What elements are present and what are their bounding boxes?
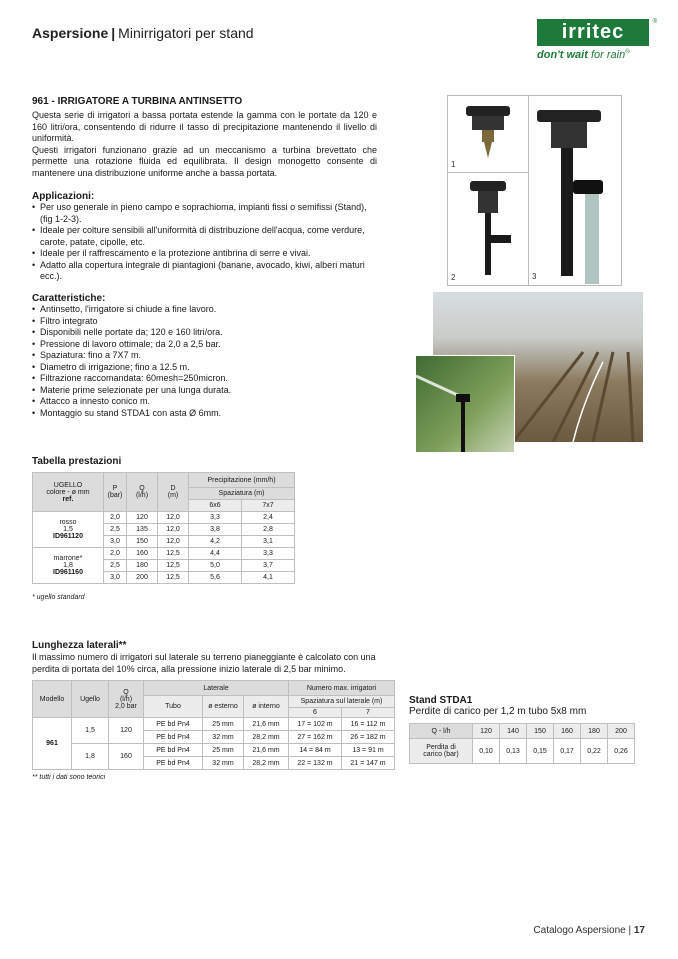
q-label-cell: Q - l/h: [410, 724, 473, 739]
cell: 25 mm: [203, 718, 244, 731]
features-list: [32, 304, 377, 419]
table-row: [410, 724, 635, 739]
header-flow: [109, 681, 144, 718]
cell: 2,5: [104, 524, 127, 536]
tagline-registered-mark: ®: [625, 49, 630, 56]
product-title: 961 - IRRIGATORE A TURBINA ANTINSETTO: [32, 96, 243, 107]
table-row: [33, 718, 395, 731]
nozzle-cell: 1,8: [72, 744, 109, 770]
irritec-logo: [537, 19, 657, 46]
table-row: [33, 512, 295, 524]
cell: 4,2: [189, 536, 242, 548]
nozzle-cell: [33, 512, 104, 548]
page-number: 17: [633, 925, 645, 936]
list-item: • Adatto alla copertura integrale di piantagioni (banane, avocado, kiwi, alberi maturi ecc.).: [32, 260, 377, 283]
cell: PE bd Pn4: [144, 718, 203, 731]
cell: 16 = 112 m: [342, 718, 395, 731]
cell: 180: [127, 560, 158, 572]
header-text: 2,0 bar: [115, 702, 137, 710]
cell: 2,0: [104, 548, 127, 560]
nozzle-cell: 1,5: [72, 718, 109, 744]
tagline-rest: for rain: [590, 49, 626, 61]
cell: 21,6 mm: [244, 718, 289, 731]
cell: 200: [608, 724, 635, 739]
header-modello: Modello: [33, 681, 72, 718]
performance-table-note: * ugello standard: [32, 594, 85, 601]
list-item: • Per uso generale in pieno campo e soprachioma, impianti fissi o semifissi (Stand), (fig 1-2-3).: [32, 202, 377, 225]
list-item: • Antinsetto, l'irrigatore si chiude a fine lavoro.: [32, 304, 377, 316]
loss-label-cell: [410, 739, 473, 764]
header-6x6: 6x6: [189, 500, 242, 512]
list-item: • Materie prime selezionate per una lunga durata.: [32, 385, 377, 397]
list-item: • Pressione di lavoro ottimale; da 2,0 a 2,5 bar.: [32, 339, 377, 351]
figure-3-sprinkler-stake: [528, 95, 622, 286]
cell: 150: [127, 536, 158, 548]
cell: 0,17: [554, 739, 581, 764]
header-7x7: 7x7: [242, 500, 295, 512]
header-spacing: Spaziatura sul laterale (m): [289, 696, 395, 708]
header-text: (l/h): [135, 492, 149, 499]
cell: 3,8: [189, 524, 242, 536]
list-item: • Filtro integrato: [32, 316, 377, 328]
cell: 28,2 mm: [244, 757, 289, 770]
header-text: Q: [123, 688, 129, 696]
list-item: • Ideale per il raffrescamento e la protezione antibrina di serre e vivai.: [32, 248, 377, 260]
cell: 150: [527, 724, 554, 739]
cell: PE bd Pn4: [144, 744, 203, 757]
cell: 3,1: [242, 536, 295, 548]
header-text: (l/h): [119, 695, 133, 703]
header-text: (bar): [107, 492, 123, 499]
cell: 0,13: [500, 739, 527, 764]
figure-number: 1: [451, 160, 456, 169]
nozzle-color: rosso: [59, 519, 77, 526]
product-intro: [32, 110, 377, 179]
list-item: • Filtrazione raccomandata: 60mesh=250micron.: [32, 373, 377, 385]
section-title: Aspersione: [32, 25, 109, 41]
sprinkler-stake-image: [529, 96, 621, 285]
cell: 3,0: [104, 536, 127, 548]
cell: 14 = 84 m: [289, 744, 342, 757]
nozzle-color: marrone*: [53, 555, 83, 562]
nozzle-mm: 1,5: [63, 526, 73, 533]
table-row: [33, 548, 295, 560]
cell: 0,15: [527, 739, 554, 764]
list-item: • Attacco a innesto conico m.: [32, 396, 377, 408]
cell: 3,0: [104, 572, 127, 584]
header-flow: [127, 473, 158, 512]
logo-registered-mark: ®: [652, 19, 657, 25]
stand-loss-table: [409, 723, 635, 764]
cell: 12,0: [158, 512, 189, 524]
cell: 0,10: [473, 739, 500, 764]
logo-text: irritec: [561, 21, 625, 43]
cell: 140: [500, 724, 527, 739]
header-text: colore - ø mm: [46, 488, 90, 496]
cell: 28,2 mm: [244, 731, 289, 744]
flow-cell: 120: [109, 718, 144, 744]
performance-table: [32, 472, 295, 584]
table-row: [33, 744, 395, 757]
header-precipitation: Precipitazione (mm/h): [189, 473, 295, 488]
header-spacing-7: 7: [342, 708, 395, 718]
header-tubo: Tubo: [144, 696, 203, 718]
spray-image: [416, 356, 514, 452]
cell: 32 mm: [203, 757, 244, 770]
list-item: • Disponibili nelle portate da; 120 e 160 litri/ora.: [32, 327, 377, 339]
label-text: Perdita di: [426, 744, 456, 751]
header-pressure: [104, 473, 127, 512]
stand-title: Stand STDA1: [409, 695, 473, 706]
lateral-description: Il massimo numero di irrigatori sul laterale su terreno pianeggiante è calcolato con una perdita di portata del 10% circa, alla pressione inizio laterale di 2,5 bar minimo.: [32, 652, 376, 674]
flow-cell: 160: [109, 744, 144, 770]
header-ugello: Ugello: [72, 681, 109, 718]
header-num-sprinklers: Numero max. irrigatori: [289, 681, 395, 696]
subsection-title: Minirrigatori per stand: [118, 25, 254, 41]
cell: 12,5: [158, 572, 189, 584]
header-laterale: Laterale: [144, 681, 289, 696]
tagline-bold: don't wait: [537, 49, 588, 61]
cell: 13 = 91 m: [342, 744, 395, 757]
performance-table-title: Tabella prestazioni: [32, 456, 122, 467]
table-row: [410, 739, 635, 764]
applications-list: [32, 202, 377, 283]
header-diameter: [158, 473, 189, 512]
header-text: (m): [167, 492, 179, 499]
list-item: • Ideale per colture sensibili all'uniformità di distribuzione dell'acqua, come verdure, carote, patate, cipolle, etc.: [32, 225, 377, 248]
list-item: • Montaggio su stand STDA1 con asta Ø 6mm.: [32, 408, 377, 420]
page-footer: [533, 925, 645, 936]
cell: 32 mm: [203, 731, 244, 744]
model-cell: 961: [33, 718, 72, 770]
header-inner-diameter: ø interno: [244, 696, 289, 718]
cell: 2,4: [242, 512, 295, 524]
cell: 2,0: [104, 512, 127, 524]
nozzle-ref: ID961160: [53, 569, 83, 576]
cell: 3,7: [242, 560, 295, 572]
cell: 22 = 132 m: [289, 757, 342, 770]
applications-heading: Applicazioni:: [32, 191, 95, 202]
header-outer-diameter: ø esterno: [203, 696, 244, 718]
sprinkler-stand-image: [448, 173, 528, 285]
cell: PE bd Pn4: [144, 731, 203, 744]
footer-catalog-name: Catalogo Aspersione: [533, 925, 626, 936]
figure-2-sprinkler-stand: [447, 172, 529, 286]
intro-paragraph: Questa serie di irrigatori a bassa portata estende la gamma con le portate da 120 e 160 litri/ora, consentendo di ridurre il tasso di precipitazione mantenendo il livello di uniformità.: [32, 110, 377, 143]
header-text: UGELLO: [53, 481, 83, 489]
intro-paragraph: Questi irrigatori funzionano grazie ad un meccanismo a turbina brevettato che permette una rotazione fluida ed equilibrata. Il design monogetto consente di mantenere una distribuzione uniforme anche a bassa portata.: [32, 144, 377, 178]
cell: 135: [127, 524, 158, 536]
brand-tagline: [537, 49, 630, 61]
footer-separator: |: [628, 925, 632, 936]
figure-number: 3: [532, 272, 537, 281]
list-item: • Spaziatura: fino a 7X7 m.: [32, 350, 377, 362]
header-text: D: [170, 485, 176, 492]
cell: 3,3: [242, 548, 295, 560]
cell: 200: [127, 572, 158, 584]
cell: 12,5: [158, 548, 189, 560]
cell: 12,5: [158, 560, 189, 572]
sprinkler-spray-inset-photo: [415, 355, 515, 453]
header-text: P: [112, 485, 118, 492]
cell: 160: [554, 724, 581, 739]
label-text: carico (bar): [423, 751, 459, 758]
features-heading: Caratteristiche:: [32, 293, 106, 304]
cell: 180: [581, 724, 608, 739]
nozzle-ref: ID961120: [53, 533, 83, 540]
cell: 4,1: [242, 572, 295, 584]
cell: 3,3: [189, 512, 242, 524]
list-item: • Diametro di irrigazione; fino a 12.5 m.: [32, 362, 377, 374]
nozzle-mm: 1,8: [63, 562, 73, 569]
nozzle-cell: [33, 548, 104, 584]
header-text: Q: [139, 485, 145, 492]
cell: 27 = 162 m: [289, 731, 342, 744]
figure-number: 2: [451, 273, 456, 282]
cell: 2,5: [104, 560, 127, 572]
cell: 12,0: [158, 536, 189, 548]
stand-description: Perdite di carico per 1,2 m tubo 5x8 mm: [409, 706, 587, 717]
applications-section: [32, 191, 377, 283]
header-separator: |: [111, 25, 116, 41]
features-section: [32, 293, 377, 419]
cell: 25 mm: [203, 744, 244, 757]
page-header: [32, 25, 254, 41]
cell: 160: [127, 548, 158, 560]
cell: 21 = 147 m: [342, 757, 395, 770]
figure-1-sprinkler: [447, 95, 529, 173]
header-text: ref.: [62, 495, 74, 503]
header-ugello: [33, 473, 104, 512]
lateral-table-note: ** tutti i dati sono teorici: [32, 774, 106, 781]
header-spacing: Spaziatura (m): [189, 488, 295, 500]
header-spacing-6: 6: [289, 708, 342, 718]
cell: 120: [127, 512, 158, 524]
cell: 17 = 102 m: [289, 718, 342, 731]
cell: 26 = 182 m: [342, 731, 395, 744]
cell: 0,26: [608, 739, 635, 764]
cell: 12,0: [158, 524, 189, 536]
sprinkler-head-image: [448, 96, 528, 172]
cell: 21,6 mm: [244, 744, 289, 757]
cell: 2,8: [242, 524, 295, 536]
cell: 4,4: [189, 548, 242, 560]
lateral-table: [32, 680, 395, 770]
cell: 5,0: [189, 560, 242, 572]
cell: 120: [473, 724, 500, 739]
lateral-title: Lunghezza laterali**: [32, 640, 127, 651]
cell: PE bd Pn4: [144, 757, 203, 770]
cell: 5,6: [189, 572, 242, 584]
cell: 0,22: [581, 739, 608, 764]
